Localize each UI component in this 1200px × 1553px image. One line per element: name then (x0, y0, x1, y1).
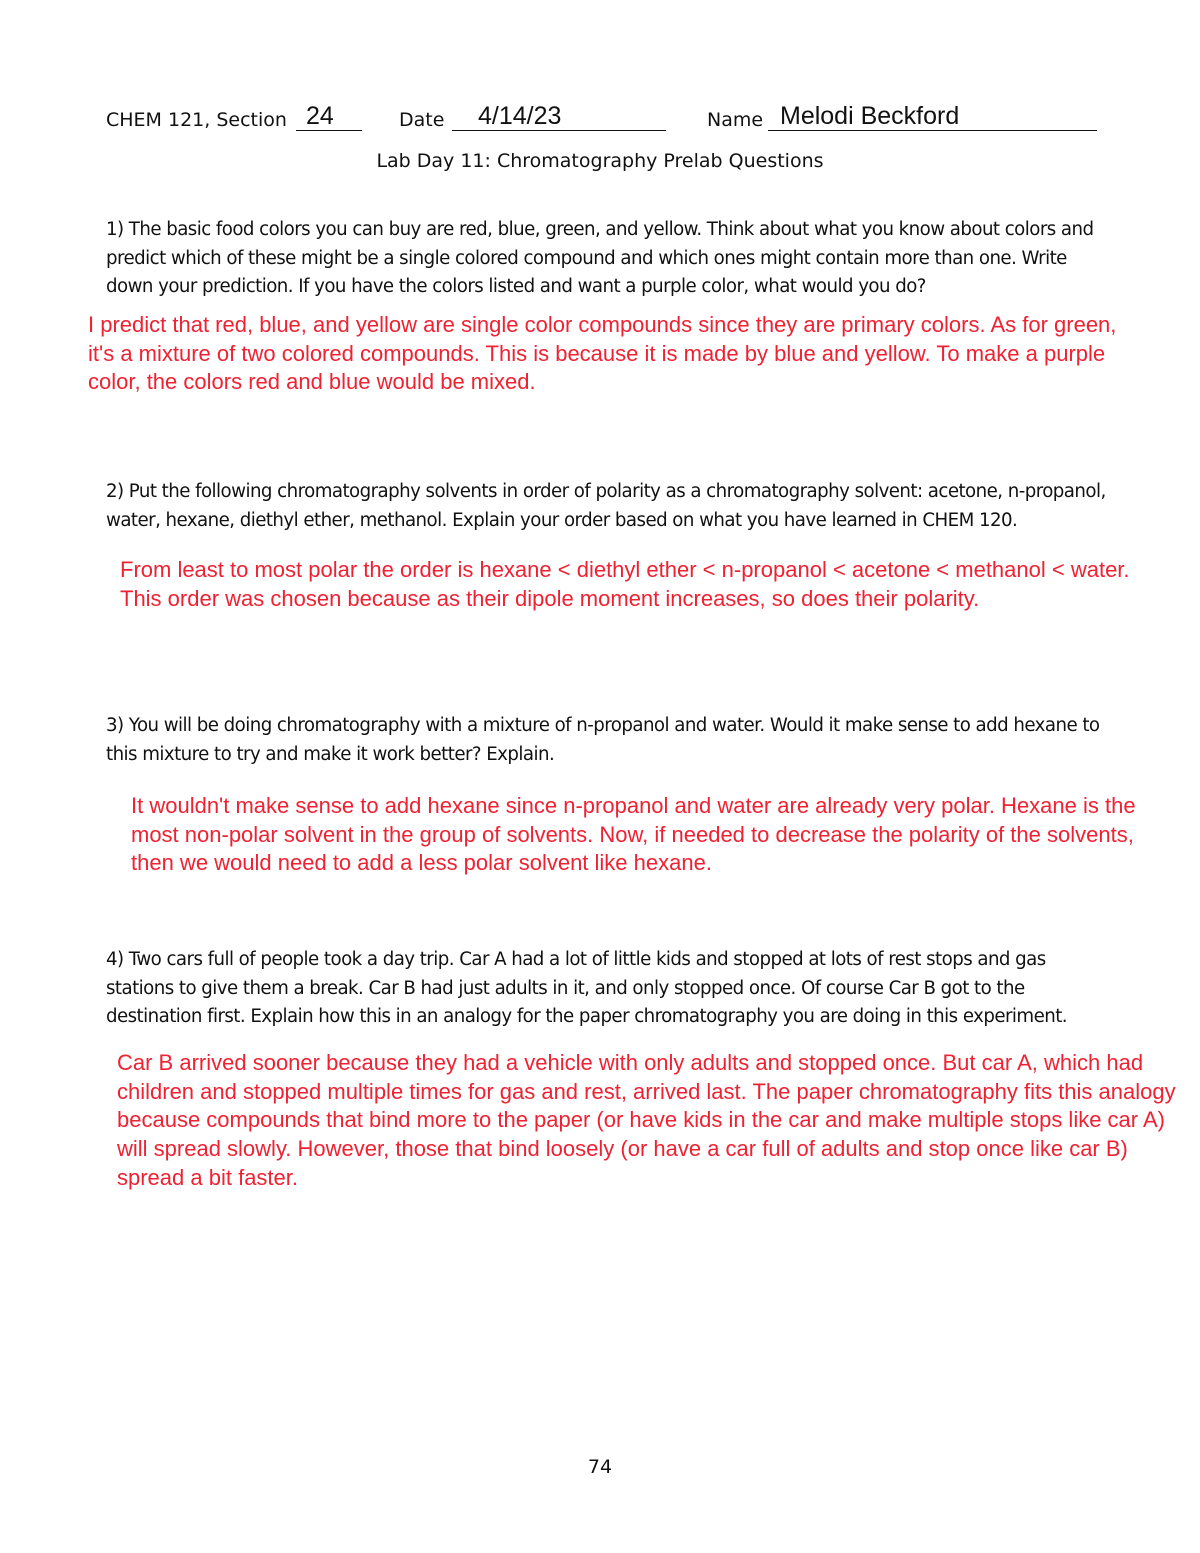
question-2: 2) Put the following chromatography solvents in order of polarity as a chromatography solvent: acetone, n-propanol, water, hexane, diethyl ether, methanol. Explain your order based on what you have learned in CHEM 120. (106, 481, 1106, 531)
name-value[interactable]: Melodi Beckford (780, 102, 960, 130)
section-underline (296, 130, 362, 131)
date-value[interactable]: 4/14/23 (478, 102, 562, 130)
page-number: 74 (587, 1456, 613, 1478)
answer-1: I predict that red, blue, and yellow are single color compounds since they are primary colors. As for green, it's a mixture of two colored compounds. This is because it is made by blue and yellow. To make a purple color, the colors red and blue would be mixed. (88, 312, 1117, 395)
question-4: 4) Two cars full of people took a day trip. Car A had a lot of little kids and stopped at lots of rest stops and gas stations to give them a break. Car B had just adults in it, and only stopped once. Of course Car B got to the destination first. Explain how this in an analogy for the paper chromatography you are doing in this experiment. (106, 949, 1068, 1027)
answer-2: From least to most polar the order is hexane < diethyl ether < n-propanol < acetone < methanol < water. This order was chosen because as their dipole moment increases, so does their polarity. (120, 557, 1130, 611)
page-title: Lab Day 11: Chromatography Prelab Questions (376, 150, 824, 172)
answer-3: It wouldn't make sense to add hexane since n-propanol and water are already very polar. Hexane is the most non-polar solvent in the group of solvents. Now, if needed to decrease the polarity of the solvents, then we would need to add a less polar solvent like hexane. (131, 793, 1136, 876)
date-label: Date (399, 109, 445, 131)
name-label: Name (707, 109, 764, 131)
answer-4: Car B arrived sooner because they had a vehicle with only adults and stopped once. But car A, which had children and stopped multiple times for gas and rest, arrived last. The paper chromatography fits this analogy because compounds that bind more to the paper (or have kids in the car and make multiple stops like car A) will spread slowly. However, those that bind loosely (or have a car full of adults and stop once like car B) spread a bit faster. (117, 1050, 1176, 1190)
date-underline (452, 130, 666, 131)
name-underline (768, 130, 1097, 131)
section-value[interactable]: 24 (306, 102, 334, 130)
question-1: 1) The basic food colors you can buy are red, blue, green, and yellow. Think about what you know about colors and predict which of these might be a single colored compound and which ones might contain more than one. Write down your prediction. If you have the colors listed and want a purple color, what would you do? (106, 219, 1094, 297)
question-3: 3) You will be doing chromatography with a mixture of n-propanol and water. Would it make sense to add hexane to this mixture to try and make it work better? Explain. (106, 715, 1100, 765)
course-section-label: CHEM 121, Section (106, 109, 287, 131)
